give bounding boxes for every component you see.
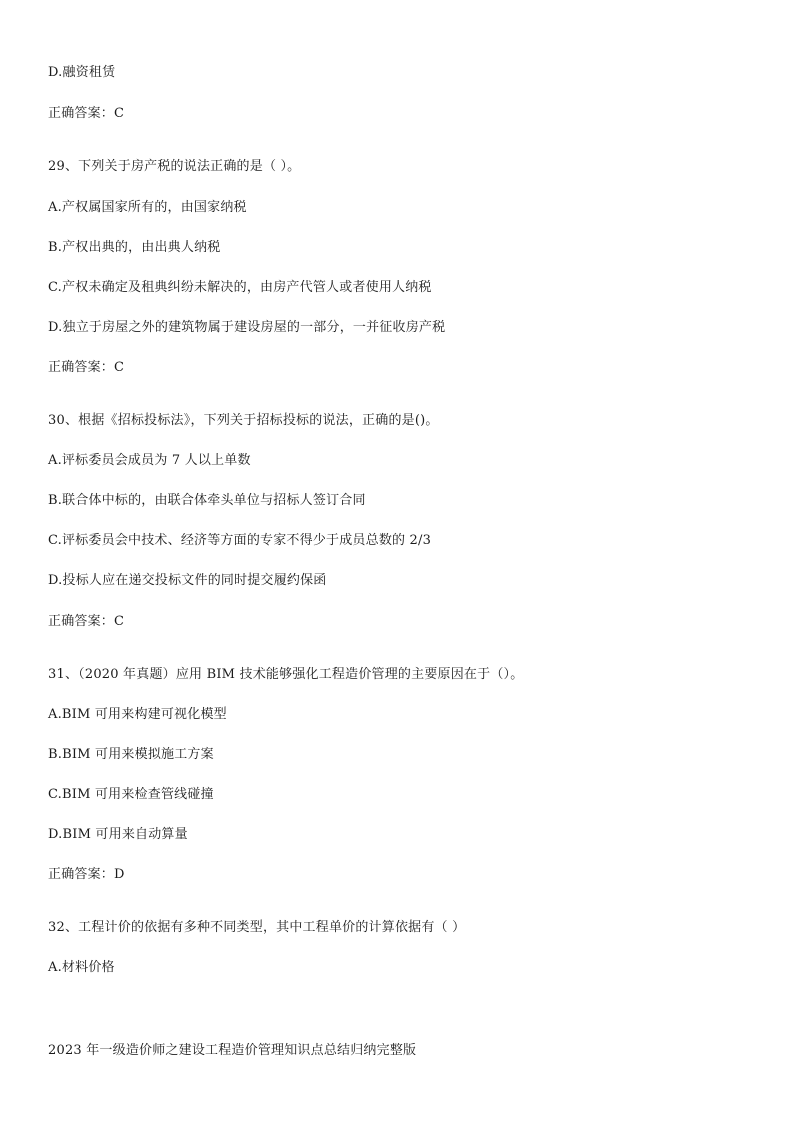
question-29-option-c: C.产权未确定及租典纠纷未解决的，由房产代管人或者使用人纳税 [48, 280, 432, 295]
question-32-option-a: A.材料价格 [48, 960, 115, 975]
question-29-option-b: B.产权出典的，由出典人纳税 [48, 240, 221, 255]
question-30-option-c: C.评标委员会中技术、经济等方面的专家不得少于成员总数的 2/3 [48, 533, 432, 548]
question-29: 29、下列关于房产税的说法正确的是（ ）。 [48, 159, 301, 174]
question-32: 32、工程计价的依据有多种不同类型，其中工程单价的计算依据有（ ） [48, 920, 466, 935]
question-30-option-b: B.联合体中标的，由联合体牵头单位与招标人签订合同 [48, 493, 366, 508]
question-30-answer: 正确答案：C [48, 614, 125, 629]
question-30-option-d: D.投标人应在递交投标文件的同时提交履约保函 [48, 573, 327, 588]
question-30-option-a: A.评标委员会成员为 7 人以上单数 [48, 453, 251, 468]
question-31-answer: 正确答案：D [48, 867, 125, 882]
answer-prev: 正确答案：C [48, 106, 125, 121]
question-31: 31、（2020 年真题）应用 BIM 技术能够强化工程造价管理的主要原因在于（）。 [48, 667, 524, 682]
footer-title: 2023 年一级造价师之建设工程造价管理知识点总结归纳完整版 [48, 1043, 417, 1058]
question-31-option-c: C.BIM 可用来检查管线碰撞 [48, 787, 214, 802]
question-31-option-d: D.BIM 可用来自动算量 [48, 827, 188, 842]
question-30: 30、根据《招标投标法》，下列关于招标投标的说法，正确的是()。 [48, 413, 439, 428]
question-29-option-d: D.独立于房屋之外的建筑物属于建设房屋的一部分，一并征收房产税 [48, 320, 446, 335]
question-29-option-a: A.产权属国家所有的，由国家纳税 [48, 200, 247, 215]
question-31-option-a: A.BIM 可用来构建可视化模型 [48, 707, 227, 722]
option-d-prev: D.融资租赁 [48, 65, 116, 80]
question-29-answer: 正确答案：C [48, 360, 125, 375]
question-31-option-b: B.BIM 可用来模拟施工方案 [48, 747, 214, 762]
